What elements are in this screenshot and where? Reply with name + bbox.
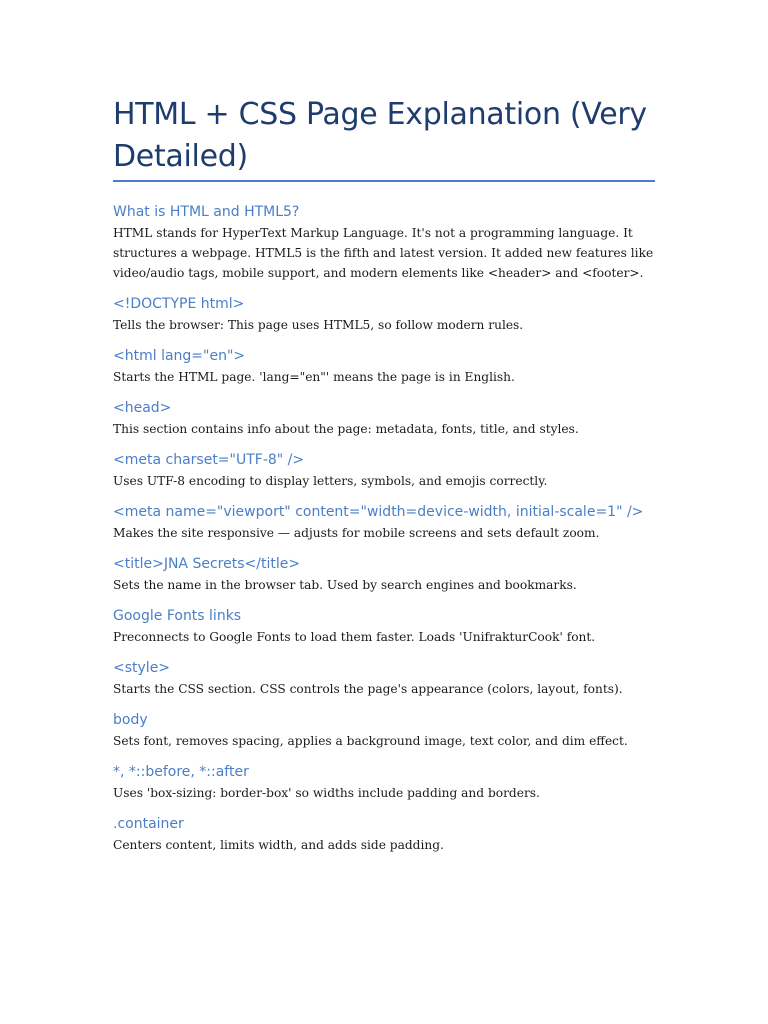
section-heading: .container — [113, 816, 184, 832]
section-body: This section contains info about the page: metadata, fonts, title, and styles. — [113, 422, 579, 436]
page-title: HTML + CSS Page Explanation (Very Detailed) — [113, 97, 647, 174]
section-body: Sets the name in the browser tab. Used by search engines and bookmarks. — [113, 578, 577, 592]
section-heading: Google Fonts links — [113, 608, 242, 624]
section-body: Makes the site responsive — adjusts for mobile screens and sets default zoom. — [113, 526, 600, 540]
section-meta-viewport — [113, 501, 655, 543]
section-heading: <style> — [113, 660, 171, 676]
section-body: Uses 'box-sizing: border-box' so widths include padding and borders. — [113, 786, 540, 800]
section-heading: <meta charset="UTF-8" /> — [113, 452, 305, 468]
section-container — [113, 813, 655, 855]
section-heading: <meta name="viewport" content="width=device-width, initial-scale=1" /> — [113, 504, 644, 520]
section-body-selector — [113, 709, 655, 751]
section-body: HTML stands for HyperText Markup Language. It's not a programming language. It structures a webpage. HTML5 is the fifth and latest version. It added new features like video/audio tags, mobile support, and modern elements like <header> and <footer>. — [113, 226, 654, 280]
section-heading: What is HTML and HTML5? — [113, 204, 300, 220]
section-what-is-html — [113, 201, 655, 283]
section-html-lang — [113, 345, 655, 387]
section-doctype — [113, 293, 655, 335]
section-universal-selector — [113, 761, 655, 803]
section-heading: <!DOCTYPE html> — [113, 296, 245, 312]
section-body: Sets font, removes spacing, applies a background image, text color, and dim effect. — [113, 734, 628, 748]
section-body: Tells the browser: This page uses HTML5, so follow modern rules. — [113, 318, 524, 332]
section-head — [113, 397, 655, 439]
section-heading: <head> — [113, 400, 172, 416]
section-body: Starts the CSS section. CSS controls the page's appearance (colors, layout, fonts). — [113, 682, 623, 696]
section-list — [113, 201, 655, 865]
title-underline — [113, 180, 655, 182]
section-meta-charset — [113, 449, 655, 491]
section-google-fonts — [113, 605, 655, 647]
section-body: Uses UTF-8 encoding to display letters, symbols, and emojis correctly. — [113, 474, 548, 488]
section-heading: <title>JNA Secrets</title> — [113, 556, 301, 572]
section-body: Starts the HTML page. 'lang="en"' means the page is in English. — [113, 370, 515, 384]
section-heading: <html lang="en"> — [113, 348, 246, 364]
section-body: Centers content, limits width, and adds side padding. — [113, 838, 444, 852]
section-heading: *, *::before, *::after — [113, 764, 249, 780]
section-heading: body — [113, 712, 148, 728]
section-title-tag — [113, 553, 655, 595]
section-style-tag — [113, 657, 655, 699]
section-body: Preconnects to Google Fonts to load them faster. Loads 'UnifrakturCook' font. — [113, 630, 596, 644]
